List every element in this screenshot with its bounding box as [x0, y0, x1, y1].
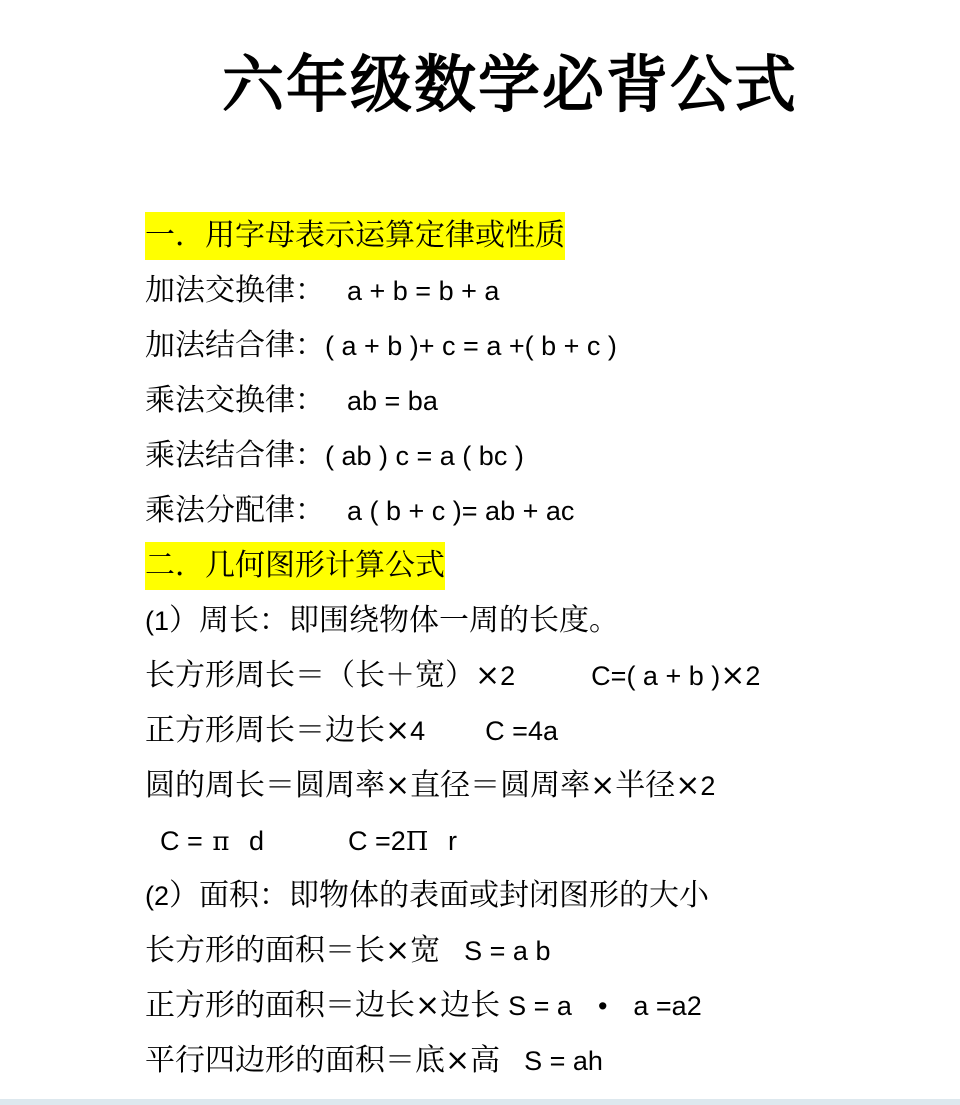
formula-expression: S = ah: [524, 1046, 603, 1076]
section-heading-text: 二．几何图形计算公式: [145, 542, 445, 590]
formula-text: 正方形周长＝边长×: [145, 713, 411, 748]
formula-number: 2: [500, 661, 516, 691]
formula-expression: C=( a + b ): [591, 661, 721, 691]
formula-expression: a =a2: [633, 991, 702, 1021]
formula-number: 2: [700, 771, 716, 801]
formula-text: 长方形周长＝（长＋宽）×: [145, 658, 501, 693]
square-perimeter: [145, 706, 558, 756]
item-number: (1: [145, 606, 170, 636]
rule-formula: ( a + b )+ c = a +( b + c ): [325, 331, 617, 361]
rule-formula: a + b = b + a: [347, 276, 500, 306]
formula-expression: C =4a: [485, 716, 558, 746]
square-area: [145, 981, 702, 1031]
rule-formula: ab = ba: [347, 386, 438, 416]
formula-number: 4: [410, 716, 426, 746]
formula-expression: S = a: [508, 991, 572, 1021]
item-text: ）面积：即物体的表面或封闭图形的大小: [169, 878, 710, 913]
rule-multiplication-distributive: [145, 486, 574, 536]
perimeter-intro: [145, 596, 619, 646]
formula-number: 2: [745, 661, 761, 691]
rule-addition-associative: [145, 321, 617, 371]
rectangle-perimeter: [145, 651, 760, 701]
rule-name: 加法交换律：: [145, 273, 325, 308]
rule-addition-commutative: [145, 266, 499, 316]
area-intro: [145, 871, 709, 921]
rectangle-area: [145, 926, 550, 976]
pi-symbol: π: [212, 827, 230, 857]
rule-multiplication-commutative: [145, 376, 438, 426]
rule-name: 加法结合律：: [145, 328, 325, 363]
rule-name: 乘法交换律：: [145, 383, 325, 418]
rule-multiplication-associative: [145, 431, 524, 481]
item-text: ）周长：即围绕物体一周的长度。: [169, 603, 620, 638]
rule-formula: ( ab ) c = a ( bc ): [325, 441, 524, 471]
formula-text: 长方形的面积＝长×宽: [145, 933, 441, 968]
section-heading-geometry: [145, 541, 445, 591]
page-title: 六年级数学必背公式: [221, 48, 798, 121]
formula-text: 正方形的面积＝边长×边长: [145, 988, 501, 1023]
formula-variable: r: [448, 826, 458, 856]
times-sign: ×: [720, 658, 746, 693]
circle-perimeter: [145, 761, 715, 811]
section-heading-operation-laws: [145, 211, 565, 261]
rule-formula: a ( b + c )= ab + ac: [347, 496, 575, 526]
formula-expression: C =: [160, 826, 203, 856]
formula-expression: C =2: [348, 826, 406, 856]
item-number: (2: [145, 881, 170, 911]
formula-text: 平行四边形的面积＝底×高: [145, 1043, 501, 1078]
rule-name: 乘法分配律：: [145, 493, 325, 528]
dot-symbol: •: [597, 991, 608, 1021]
formula-expression: S = a b: [464, 936, 551, 966]
formula-text: 圆的周长＝圆周率×直径＝圆周率×半径×: [145, 768, 701, 803]
page-bottom-edge: [0, 1099, 960, 1105]
parallelogram-area: [145, 1036, 603, 1086]
section-heading-text: 一．用字母表示运算定律或性质: [145, 212, 565, 260]
rule-name: 乘法结合律：: [145, 438, 325, 473]
circle-perimeter-formulas: [160, 816, 457, 866]
pi-symbol: Π: [405, 827, 429, 857]
formula-variable: d: [248, 826, 264, 856]
